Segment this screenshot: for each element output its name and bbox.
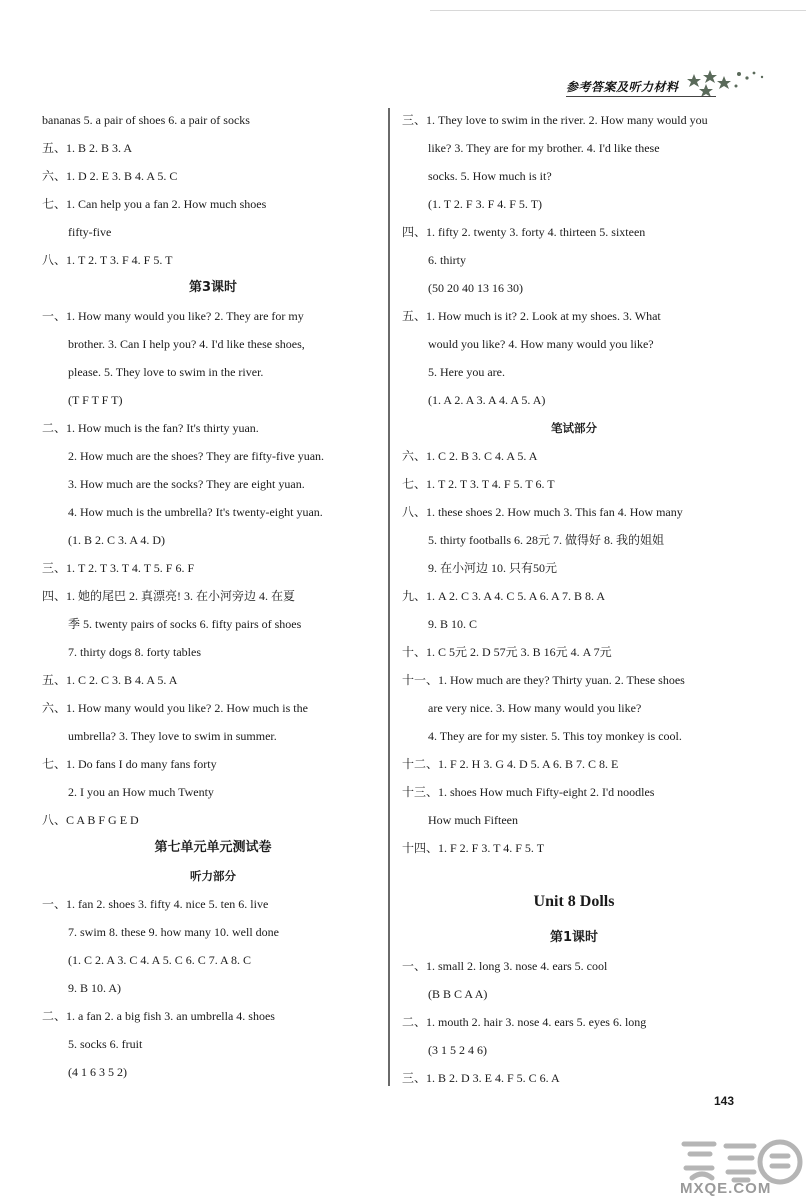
watermark-text: MXQE.COM	[680, 1180, 772, 1197]
answer-line: (1. C 2. A 3. C 4. A 5. C 6. C 7. A 8. C	[68, 953, 252, 967]
scan-top-band	[0, 0, 806, 22]
answer-line: brother. 3. Can I help you? 4. I'd like these shoes,	[68, 337, 305, 351]
answer-line: 一、1. fan 2. shoes 3. fifty 4. nice 5. ten 6. live	[42, 897, 269, 911]
running-head: 参考答案及听力材料	[566, 80, 679, 94]
answer-line: umbrella? 3. They love to swim in summer.	[68, 729, 277, 743]
right-column	[402, 106, 746, 1092]
answer-line: 5. socks 6. fruit	[68, 1037, 143, 1051]
answer-line: (1. B 2. C 3. A 4. D)	[68, 533, 166, 547]
answer-line: 七、1. Do fans I do many fans forty	[42, 757, 217, 771]
answer-line: 十四、1. F 2. F 3. T 4. F 5. T	[402, 841, 545, 855]
answer-line: are very nice. 3. How many would you like?	[428, 701, 642, 715]
answer-line: 五、1. How much is it? 2. Look at my shoes. 3. What	[402, 309, 661, 323]
answer-line: (3 1 5 2 4 6)	[428, 1043, 487, 1057]
answer-line: 七、1. T 2. T 3. T 4. F 5. T 6. T	[402, 477, 555, 491]
answer-line: 7. thirty dogs 8. forty tables	[68, 645, 201, 659]
answer-line: (1. A 2. A 3. A 4. A 5. A)	[428, 393, 546, 407]
answer-line: 八、C A B F G E D	[42, 813, 139, 827]
answer-line: 6. thirty	[428, 253, 466, 267]
page-number: 143	[714, 1094, 735, 1108]
answer-line: 三、1. T 2. T 3. T 4. T 5. F 6. F	[42, 561, 195, 575]
answer-line: 二、1. a fan 2. a big fish 3. an umbrella 4. shoes	[42, 1009, 275, 1023]
answer-line: bananas 5. a pair of shoes 6. a pair of socks	[42, 113, 250, 127]
answer-line: 9. 在小河边 10. 只有50元	[428, 561, 558, 575]
answer-line: 5. Here you are.	[428, 365, 505, 379]
left-column	[42, 106, 384, 1086]
answer-line: 7. swim 8. these 9. how many 10. well done	[68, 925, 279, 939]
answer-line: fifty-five	[68, 225, 112, 239]
answer-line: 十三、1. shoes How much Fifty-eight 2. I'd noodles	[402, 785, 655, 799]
answer-line: please. 5. They love to swim in the river.	[68, 365, 264, 379]
answer-line: How much Fifteen	[428, 813, 518, 827]
answer-line: 九、1. A 2. C 3. A 4. C 5. A 6. A 7. B 8. A	[402, 589, 606, 603]
answer-line: (4 1 6 3 5 2)	[68, 1065, 127, 1079]
answer-line: 五、1. C 2. C 3. B 4. A 5. A	[42, 673, 178, 687]
section-subheading: 听力部分	[190, 869, 236, 883]
answer-line: 八、1. T 2. T 3. F 4. F 5. T	[42, 253, 173, 267]
answer-line: (T F T F T)	[68, 393, 123, 407]
answer-line: 四、1. fifty 2. twenty 3. forty 4. thirteen 5. sixteen	[402, 225, 646, 239]
answer-line: 3. How much are the socks? They are eight yuan.	[68, 477, 305, 491]
section-heading: 第1课时	[549, 930, 599, 945]
answer-line: (B B C A A)	[428, 987, 488, 1001]
column-divider	[388, 108, 390, 1086]
answer-line: socks. 5. How much is it?	[428, 169, 552, 183]
header-underline	[566, 96, 716, 97]
answer-line: (1. T 2. F 3. F 4. F 5. T)	[428, 197, 543, 211]
answer-line: 四、1. 她的尾巴 2. 真漂亮! 3. 在小河旁边 4. 在夏	[42, 589, 295, 603]
answer-line: 五、1. B 2. B 3. A	[42, 141, 133, 155]
answer-line: 2. I you an How much Twenty	[68, 785, 214, 799]
unit-title: Unit 8 Dolls	[533, 893, 615, 910]
answer-line: 六、1. How many would you like? 2. How much is the	[42, 701, 308, 715]
answer-line: 六、1. C 2. B 3. C 4. A 5. A	[402, 449, 538, 463]
answer-line: 4. How much is the umbrella? It's twenty-eight yuan.	[68, 505, 323, 519]
section-heading: 第七单元单元测试卷	[154, 840, 272, 855]
answer-line: 4. They are for my sister. 5. This toy monkey is cool.	[428, 729, 682, 743]
section-subheading: 笔试部分	[551, 421, 597, 435]
stars-decoration-icon	[684, 64, 774, 100]
answer-line: like? 3. They are for my brother. 4. I'd like these	[428, 141, 660, 155]
section-heading: 第3课时	[188, 280, 238, 295]
answer-line: 十一、1. How much are they? Thirty yuan. 2. These shoes	[402, 673, 685, 687]
answer-line: 八、1. these shoes 2. How much 3. This fan 4. How many	[402, 505, 683, 519]
answer-line: 一、1. small 2. long 3. nose 4. ears 5. cool	[402, 959, 608, 973]
answer-line: 六、1. D 2. E 3. B 4. A 5. C	[42, 169, 178, 183]
answer-line: 十二、1. F 2. H 3. G 4. D 5. A 6. B 7. C 8. E	[402, 757, 619, 771]
answer-line: 三、1. B 2. D 3. E 4. F 5. C 6. A	[402, 1071, 560, 1085]
answer-line: (50 20 40 13 16 30)	[428, 281, 523, 295]
answer-line: 5. thirty footballs 6. 28元 7. 做得好 8. 我的姐姐	[428, 533, 664, 547]
answer-line: 9. B 10. C	[428, 617, 478, 631]
answer-line: 三、1. They love to swim in the river. 2. How many would you	[402, 113, 708, 127]
answer-line: would you like? 4. How many would you like?	[428, 337, 654, 351]
answer-line: 季 5. twenty pairs of socks 6. fifty pairs of shoes	[68, 617, 302, 631]
answer-line: 七、1. Can help you a fan 2. How much shoes	[42, 197, 267, 211]
scan-top-rule	[430, 10, 806, 11]
answer-line: 十、1. C 5元 2. D 57元 3. B 16元 4. A 7元	[402, 645, 612, 659]
answer-line: 2. How much are the shoes? They are fifty-five yuan.	[68, 449, 325, 463]
answer-line: 一、1. How many would you like? 2. They are for my	[42, 309, 304, 323]
answer-line: 二、1. How much is the fan? It's thirty yuan.	[42, 421, 259, 435]
answer-line: 9. B 10. A)	[68, 981, 122, 995]
answer-line: 二、1. mouth 2. hair 3. nose 4. ears 5. eyes 6. long	[402, 1015, 647, 1029]
